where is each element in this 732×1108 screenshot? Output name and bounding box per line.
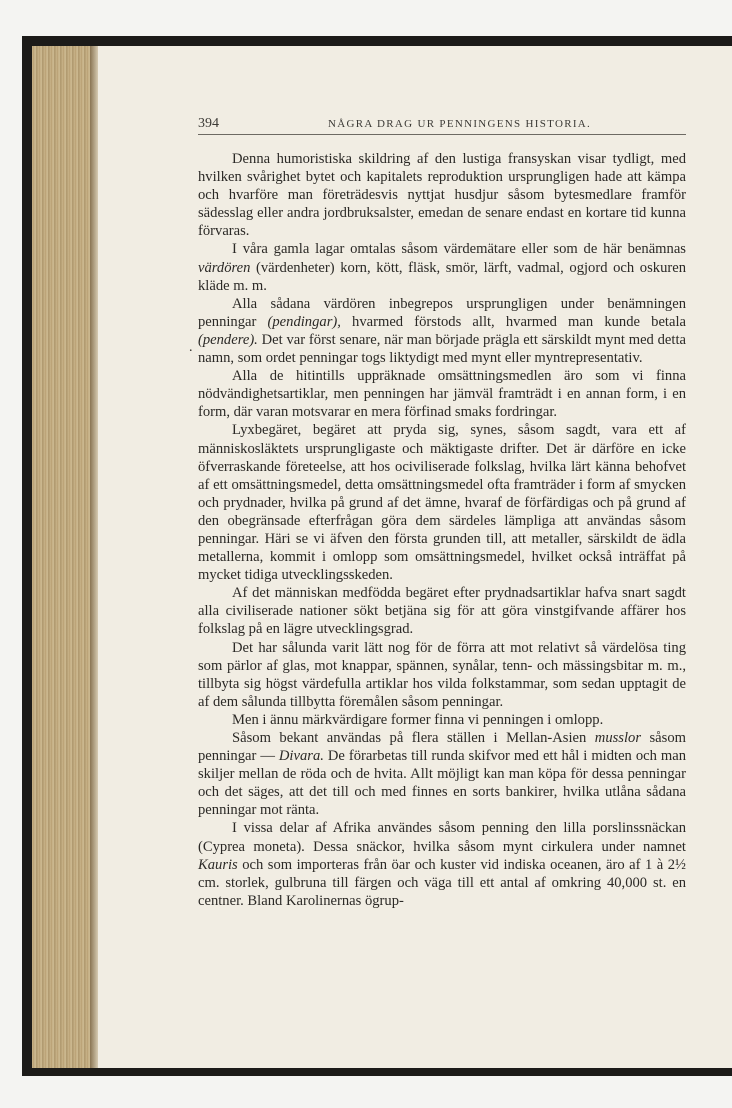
- paragraph: [198, 819, 686, 909]
- paragraph-text: De förarbetas till runda skifvor med ett hål i midten och man skiljer mellan de röda och de hvita. Allt möjligt kan man köpa för dessa penningar och det säges, att det till och med finnes en sorts bankirer, hvilka utlåna sådana penningar mot ränta.: [198, 748, 686, 819]
- paragraph-text: (värdenheter) korn, kött, fläsk, smör, lärft, vadmal, ogjord och oskuren kläde m. m.: [198, 259, 686, 294]
- scan-border-bottom: [22, 1068, 732, 1076]
- italic-term: musslor: [594, 730, 642, 746]
- paragraph-text: Lyxbegäret, begäret att pryda sig, synes, såsom sagdt, vara ett af människosläktets ursprungligaste och mäktigaste drifter. Det är därföre en icke öfverraskande företeelse, att hos ociviliserade folkslag, hvilka lärt känna behofvet af ett omsättningsmedel, detta omsättningsmedel ofta framträder i form af smycken och prydnader, hvilka på grund af det ämne, hvaraf de förfärdigas och på grund af den obegränsade efterfrågan göra dem särdeles lämpliga att användas såsom penningar. Häri se vi äfven den första grunden till, att metaller, särskildt de ädla metallerna, kommit i omlopp som omsättningsmedel, hvilket också inträffat på mycket tidiga utvecklingsskeden.: [198, 422, 686, 584]
- paragraph: [198, 639, 686, 711]
- paragraph: [198, 150, 686, 240]
- page-number: 394: [198, 116, 219, 131]
- body-text: [198, 150, 686, 910]
- running-head: NÅGRA DRAG UR PENNINGENS HISTORIA.: [328, 118, 592, 130]
- paragraph-text: Det har sålunda varit lätt nog för de förra att mot relativt så värdelösa ting som pärlor af glas, mot knappar, spännen, synålar, tenn- och mässingsbitar m. m., tillbyta sig högst värdefulla artiklar hos vilda folkstammar, som sedan upptagit de af dem sålunda tillbytta föremålen såsom penningar.: [198, 639, 686, 710]
- paragraph-text: Alla de hitintills uppräknade omsättningsmedlen äro som vi finna nödvändighetsartiklar, men penningen har jämväl framträdt i en annan form, i en form, där varan motsvarar en mera förfinad smaks fordringar.: [198, 368, 686, 421]
- paragraph-text: såsom penningar —: [198, 730, 686, 765]
- scan-border-left: [22, 36, 32, 1076]
- scan-border-top: [22, 36, 732, 46]
- paragraph-text: hvarmed förstods allt, hvarmed man kunde betala: [340, 313, 686, 330]
- paragraph-text: Denna humoristiska skildring af den lustiga fransyskan visar tydligt, med hvilken svårighet bytet och kapitalets reproduktion ursprungligen hade att kämpa och hvarföre man företrädesvis nyttjat husdjur såsom bytesmedlare framför sädesslag eller andra jordbruksalster, emedan de senare endast en kortare tid kunna förvaras.: [198, 151, 686, 240]
- paragraph-text: Men i ännu märkvärdigare former finna vi penningen i omlopp.: [232, 711, 604, 728]
- book-page-edges: [32, 46, 98, 1068]
- paragraph-text: Af det människan medfödda begäret efter prydnadsartiklar hafva snart sagdt alla civiliserade nationer sökt betjäna sig för att göra vinstgifvande affärer hos folkslag på en lägre utvecklingsgrad.: [198, 585, 686, 638]
- italic-term: Kauris: [198, 856, 238, 873]
- italic-term: (pendingar),: [267, 313, 341, 330]
- paragraph-text: I våra gamla lagar omtalas såsom värdemätare eller som de här benämnas: [232, 241, 686, 258]
- paragraph-text: I vissa delar af Afrika användes såsom penning den lilla porslinssnäckan (Cyprea moneta). Dessa snäckor, hvilka såsom mynt cirkulera under namnet: [198, 820, 686, 855]
- page-header: [198, 116, 686, 135]
- paragraph-text: Såsom bekant användas på flera ställen i Mellan-Asien: [232, 730, 595, 746]
- paragraph: [198, 711, 686, 729]
- italic-term: värdören: [198, 259, 251, 276]
- italic-term: (pendere).: [198, 331, 258, 348]
- paragraph: [198, 421, 686, 584]
- paragraph: [198, 295, 686, 367]
- paragraph: [198, 367, 686, 421]
- paragraph-text: och som importeras från öar och kuster vid indiska oceanen, äro af 1 à 2½ cm. storlek, gulbruna till färgen och väga till ett antal af omkring 40,000 st. en centner. Bland Karolinernas ögrup-: [198, 856, 686, 909]
- paragraph: [198, 729, 686, 819]
- italic-term: Divara.: [278, 748, 324, 765]
- paragraph: [198, 240, 686, 294]
- paragraph: [198, 584, 686, 638]
- margin-mark: .: [189, 340, 193, 355]
- paragraph-text: Det var först senare, när man började prägla ett särskildt mynt med detta namn, som ordet penningar togs liktydigt med mynt eller myntrepresentativ.: [198, 331, 686, 367]
- paragraph-text: Alla sådana värdören inbegrepos ursprungligen under benämningen penningar: [198, 295, 686, 330]
